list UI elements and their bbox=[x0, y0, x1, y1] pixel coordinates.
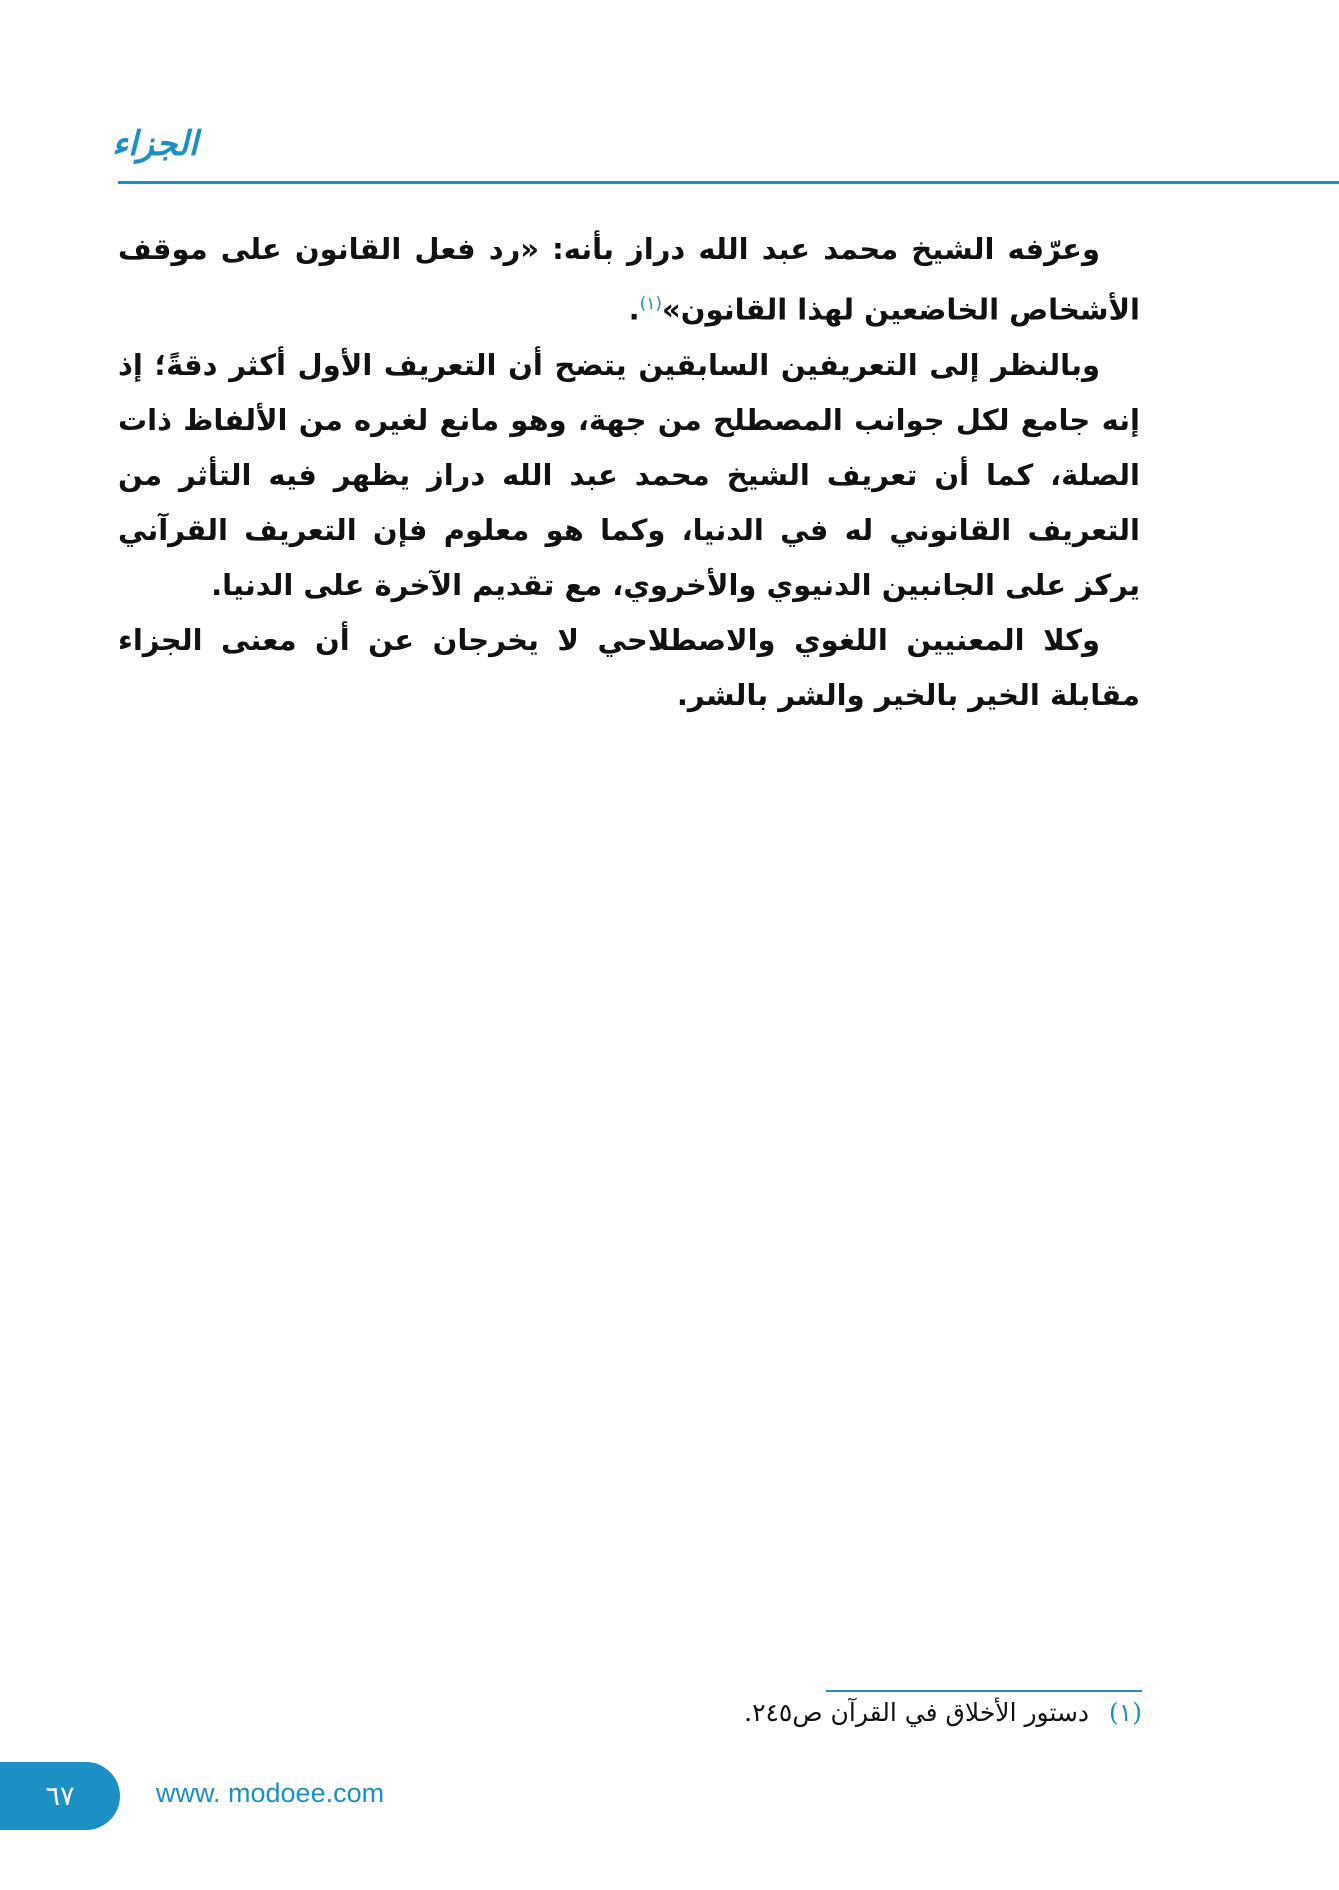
footnote-number: (١) bbox=[1109, 1698, 1142, 1727]
paragraph-3: وكلا المعنيين اللغوي والاصطلاحي لا يخرجان عن أن معنى الجزاء مقابلة الخير بالخير والشر بالشر. bbox=[118, 622, 1140, 712]
paragraph-1-end: . bbox=[628, 292, 640, 327]
chapter-title: الجزاء bbox=[112, 124, 198, 164]
footnote-divider bbox=[826, 1690, 1142, 1692]
website-link[interactable]: www. modoee.com bbox=[156, 1778, 385, 1808]
footnote bbox=[600, 1698, 1142, 1727]
header-divider bbox=[118, 181, 1339, 184]
main-text bbox=[118, 222, 1140, 723]
footnote-reference[interactable]: (١) bbox=[639, 294, 663, 314]
paragraph-2: وبالنظر إلى التعريفين السابقين يتضح أن التعريف الأول أكثر دقةً؛ إذ إنه جامع لكل جوانب المصطلح من جهة، وهو مانع لغيره من الألفاظ ذات الصلة، كما أن تعريف الشيخ محمد عبد الله دراز يظهر فيه التأثر من التعريف القانوني له في الدنيا، وكما هو معلوم فإن التعريف القرآني يركز على الجانبين الدنيوي والأخروي، مع تقديم الآخرة على الدنيا. bbox=[118, 347, 1140, 602]
paragraph-1-text: وعرّفه الشيخ محمد عبد الله دراز بأنه: «رد فعل القانون على موقف الأشخاص الخاضعين لهذا القانون» bbox=[118, 232, 1140, 327]
page-number-tab bbox=[0, 1762, 120, 1830]
page-number: ٦٧ bbox=[45, 1780, 75, 1812]
paragraph-1 bbox=[118, 222, 1140, 338]
footnote-text: دستور الأخلاق في القرآن ص٢٤٥. bbox=[744, 1698, 1090, 1727]
